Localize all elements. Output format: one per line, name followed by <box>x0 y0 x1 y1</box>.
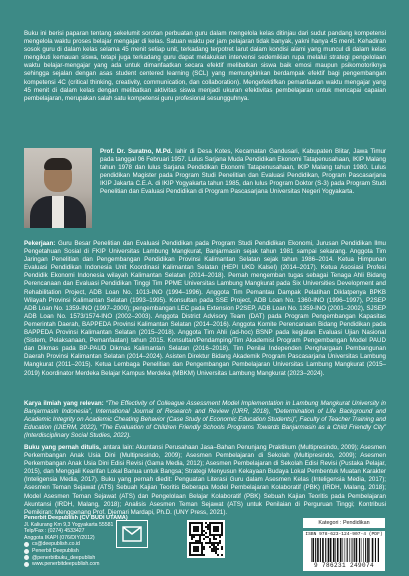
author-bio <box>100 148 386 197</box>
karya-text: “The Effectivity of Colleague Assessment Model Implementation in Lambung Mangkurat University in Banjarmasin Indonesia”, International Journal of Research and Review (IJRR, 2018), “Determination of Life Background and Academic Integrity on Academic Cheating Behavior (Case Study of Economic Education Students)”, Faculty of Teacher Training and Education (IJIERM, 2022), “The Evaluation of Children Friendly Schools Programs Towards Banjarmasin as a Child Friendly City” (Interdisciplinary Social Studies, 2022). <box>24 400 386 440</box>
karya-label: Karya ilmiah yang relevan: <box>24 400 104 407</box>
publisher-member: Anggota IKAPI (076/DIY/2012) <box>24 534 95 541</box>
qr-code <box>187 520 225 558</box>
publisher-info <box>24 515 174 568</box>
publisher-facebook-line <box>24 548 174 555</box>
author-bio-text: lahir di Desa Kotes, Kecamatan Gandusari, Kabupaten Blitar, Jawa Timur pada tanggal 06 Februari 1957. Lulus Sarjana Muda Pendidikan Ekonomi Tatapenusahaan, IKIP Malang tahun 1978 dan lulus Sarjana Pendidikan Ekonomi Tatapenusahaan, IKIP Malang tahun 1980. Lulus pendidikan Magister pada Program Studi Penelitian dan Evaluasi Pendidikan, Program Pascasarjana IKIP Jakarta C.E.A. di IKIP Yogyakarta tahun 1985, dan lulus Program Doktor (S-3) pada Program Studi Penelitian dan Evaluasi Pendidikan di Program Pascasarjana Universitas Negeri Yogyakarta. <box>100 148 386 196</box>
publisher-website: www.penerbitdeepublish.com <box>32 561 100 568</box>
pekerjaan-label: Pekerjaan: <box>24 240 56 247</box>
publisher-address: Jl. Kaliurang Km 9,3 Yogyakarta 55581 <box>24 521 114 528</box>
pekerjaan-text: Guru Besar Penelitian dan Evaluasi Pendidikan pada Program Studi Pendidikan Ekonomi, Jurusan Pendidikan Ilmu Pengetahuan Sosial di FKIP Universitas Lambung Mangkurat, Banjarmasin sejak tahun 1981 sampai sekarang. Anggota Tim Jaringan Penelitian dan Pengembangan Pendidikan Provinsi Kalimantan Selatan sejak tahun 1986–2014. Ketua Himpunan Evaluasi Pendidikan Indonesia Unit Koordinasi Kalimantan Selatan (HEPI UKD Kalsel) (2014–2017). Ketua Asosiasi Profesi Pendidik Ekonomi Indonesia wilayah Kalimantan Selatan (2014–2018). Pernah mengemban tugas sebagai Tenaga Ahli Bidang Perencanaan dan Evaluasi Pendidikan Tinggi Tim PPME Universitas Lambung Mangkurat pada Six Universities Development and Rehabilitation Project, ADB Loan No. 1013-INO (1994–1996). Anggota Tim Pemantau Dampak Pelatihan Diklatpenya BPKB Wilayah Provinsi Kalimantan Selatan (1993–1995). Konsultan pada SSE Project, ADB Loan No. 1360-INO (1996–1997), P2SEP ADB Loan No. 1359-INO (1997–2000); pengembangan LEC pada Extension P2SEP, ADB Loan No. 1359-INO (2001–2002), SJSEP ADB Loan No. 1573/1574-INO (2002–2003). Anggota District Advisory Team (DAT) pada Program Pengembangan Kapasitas Pemerintah Daerah, BAPPEDA Provinsi Kalimantan Selatan (2014–2016). Anggota Komite Perencanaan Bidang Pendidikan pada BAPPEDA Provinsi Kalimantan Selatan (2015–2018). Anggota Tim Ahli (ad-hoc) BSNP pada kegiatan Evaluasi Ujian Nasional (Sistem, Pelaksanaan, Pemanfaatan) tahun 2015. Konsultan/Pendamping/Tim Akademisi Program Pengembangan Model PAUD dan Dikmas pada BP-PAUD Dikmas Kalimantan Selatan (2016–2018). Tim Penilai Independen Penghargaan Pembangunan Daerah Provinsi Kalimantan Selatan (2014–2024). Asisten Direktur Bidang Akademik Program Pascasarjana Universitas Lambung Mangkurat (2011–2015). Ketua Lembaga Penelitian dan Pengembangan Pembelajaran Universitas Lambung Mangkurat (2015–2019) Koordinator Merdeka Belajar Kampus Merdeka (MBKM) Universitas Lambung Mangkurat (2023–2024). <box>24 240 386 377</box>
karya-section <box>24 400 386 440</box>
author-name: Prof. Dr. Suratno, M.Pd. <box>100 148 173 155</box>
publisher-email: cs@deepublish.co.id <box>32 541 80 548</box>
publisher-instagram-line <box>24 555 174 562</box>
publisher-name: Penerbit Deepublish (CV BUDI UTAMA) <box>24 515 128 521</box>
publisher-email-line <box>24 541 174 548</box>
buku-label: Buku yang pernah ditulis, <box>24 444 101 451</box>
isbn-barcode <box>303 531 385 571</box>
pekerjaan-section <box>24 240 386 378</box>
publisher-phone: Telp/Fax : (0274) 4533427 <box>24 528 85 535</box>
buku-text: antara lain: Akuntansi Perusahaan Jasa–Bahan Penunjang Praktikum (Multipresindo, 2009); Asesmen Perkembangan Anak Usia Dini (Multipresindo, 2009); Asesmen Pembelajaran di Sekolah (Multipresindo, 2009); Asesmen Perkembangan Anak Usia Dini Edisi Revisi (Gama Media, 2012); Asesmen Pembelajaran di Sekolah Edisi Revisi (Pustaka Pelajar, 2015), dan Menggali Kearifan Lokal Banua untuk Bangsa; Strategi Menyusun Kekayaan Budaya Lokal Pembentuk Muatan Karakter (Inteligensia Media, 2017). Buku yang pernah diedit: Penguatan Literasi Guru dalam Asesmen Kelas (Inteligensia Media, 2017); Asesmen Teman Sejawat (ATS) Sebuah Kajian Teoritis Beberapa Model Pembelajaran Kolaboratif (PBK) (IRDH, Malang, 2018); Model Asesmen Teman Sejawat (ATS) dan Pengelolaan Belajar Kolaboratif (PBK) Sebuah Kajian Teoritis pada Pembelajaran Akuntansi (IRDH, Malang, 2018); Analisis Asesmen Teman Sejawat (ATS) untuk Penilaian di Perguruan Tinggi; Kontribusi Pemikiran: Menggenang Prof. Djemari Mardapi, Ph.D. (UNY Press, 2021). <box>24 444 386 516</box>
instagram-icon <box>24 555 29 560</box>
author-photo <box>24 148 92 228</box>
publisher-logo <box>116 520 148 548</box>
book-blurb: Buku ini berisi paparan tentang sekelumit sorotan perbuatan guru dalam mengelola kelas ditinjau dari sudut pandang kompetensi mengelola waktu proses belajar mengajar di kelas. Satuan waktu per jam pelajaran tidak banyak, yakni hanya 45 menit. Kehadiran sosok guru di dalam kelas selama 45 menit setiap unit, terkadang terpotret larut dalam kondisi alami yang muncul di dalam kelas mengikuti kemauan siswa, tetapi juga terkadang guru dapat melakukan intervensi sedemikian rupa melalui strategi pengelolaan waktu belajar-mengajar yang ada untuk dimanfaatkan secara efektif melibatkan siswa baik emosi maupun psikomotoriknya sehingga sejalan dengan asas student centered learning (SCL) yang memungkinkan berdampak efektif bagi pengembangan kompetensi 4C (critical thinking, creativity, communication, dan collaboration). Mengefektifkan pemanfaatan waktu mengajar yang 45 menit di dalam kelas dengan melibatkan aktivitas siswa menjadi ukuran efektivitas pembelajaran untuk mencapai capaian pembelajaran, merupakan salah satu kompetensi guru profesional sesungguhnya. <box>24 30 386 102</box>
globe-icon <box>24 562 29 567</box>
buku-section <box>24 444 386 517</box>
publisher-facebook: Penerbit Deepublish <box>32 547 79 554</box>
publisher-instagram: @penerbitbuku_deepublish <box>32 554 96 561</box>
isbn-digits: 9 786231 249074 <box>313 562 374 569</box>
kategori-label: Kategori : Pendidikan <box>303 518 385 528</box>
author-section <box>24 148 386 228</box>
publisher-website-line <box>24 561 174 568</box>
facebook-icon <box>24 549 29 554</box>
isbn-text: ISBN 978-623-124-907-4 (PDF) <box>305 532 383 537</box>
email-icon <box>24 542 29 547</box>
